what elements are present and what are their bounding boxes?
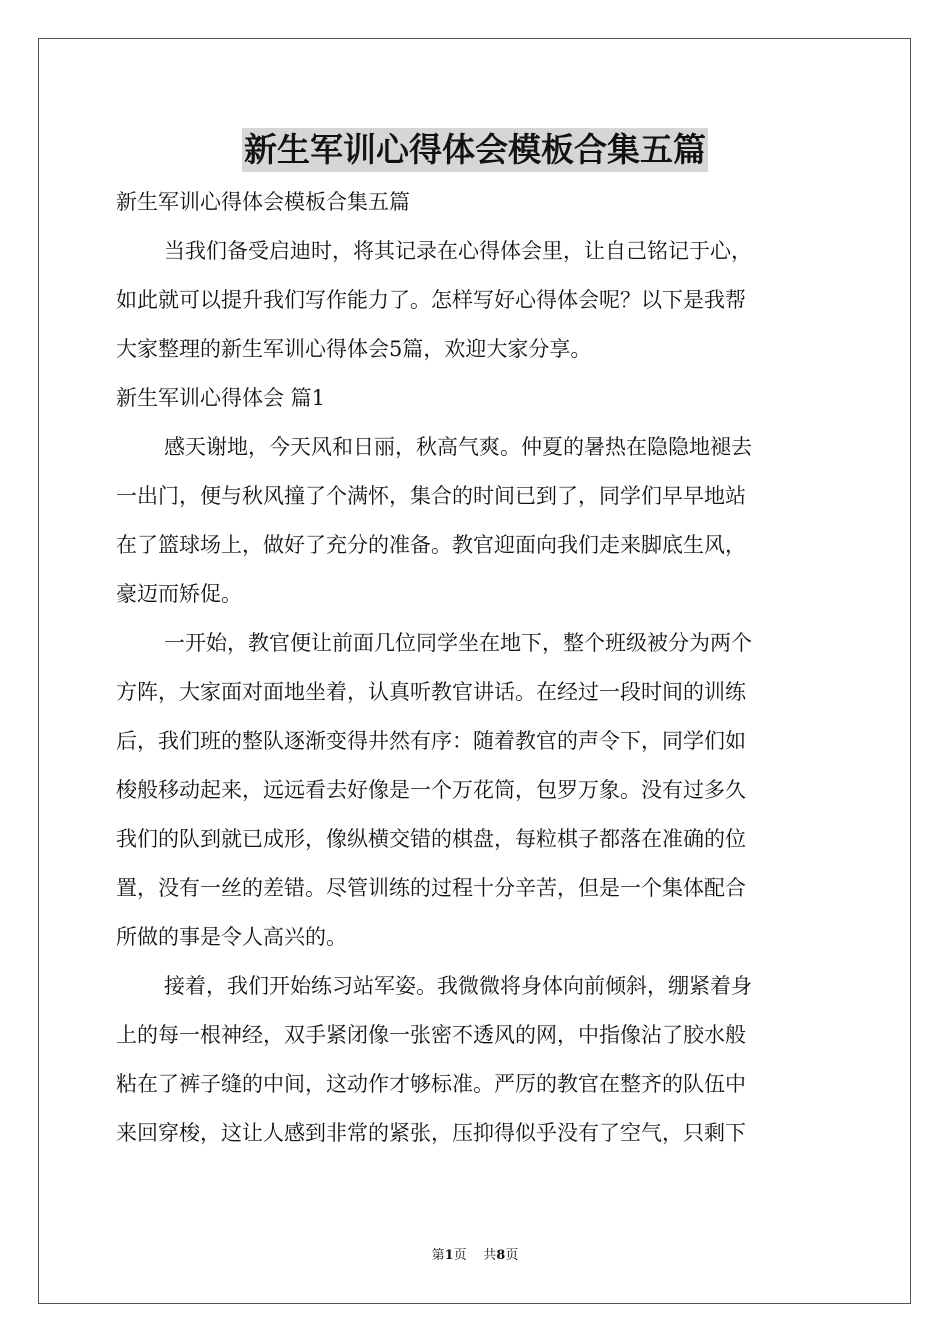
title-container bbox=[0, 128, 950, 172]
paragraph-line: 上的每一根神经，双手紧闭像一张密不透风的网，中指像沾了胶水般 bbox=[116, 1023, 746, 1047]
paragraph-line: 方阵，大家面对面地坐着，认真听教官讲话。在经过一段时间的训练 bbox=[116, 680, 746, 704]
section-heading: 新生军训心得体会 篇1 bbox=[116, 386, 326, 410]
paragraph-line: 所做的事是令人高兴的。 bbox=[116, 925, 347, 949]
page-suffix: 页 bbox=[453, 1248, 467, 1263]
paragraph-line: 来回穿梭，这让人感到非常的紧张，压抑得似乎没有了空气，只剩下 bbox=[116, 1121, 746, 1145]
paragraph-line: 置，没有一丝的差错。尽管训练的过程十分辛苦，但是一个集体配合 bbox=[116, 876, 746, 900]
total-suffix: 页 bbox=[505, 1248, 519, 1263]
paragraph-line: 在了篮球场上，做好了充分的准备。教官迎面向我们走来脚底生风， bbox=[116, 533, 746, 557]
paragraph-line: 一出门，便与秋风撞了个满怀，集合的时间已到了，同学们早早地站 bbox=[116, 484, 746, 508]
total-prefix: 共 bbox=[483, 1248, 497, 1263]
page-current: 1 bbox=[444, 1248, 454, 1263]
intro-line: 当我们备受启迪时，将其记录在心得体会里，让自己铭记于心， bbox=[164, 239, 752, 263]
paragraph-line: 感天谢地，今天风和日丽，秋高气爽。仲夏的暑热在隐隐地褪去 bbox=[164, 435, 752, 459]
page-footer bbox=[0, 1247, 950, 1265]
intro-line: 大家整理的新生军训心得体会5篇，欢迎大家分享。 bbox=[116, 337, 592, 361]
paragraph-line: 接着，我们开始练习站军姿。我微微将身体向前倾斜，绷紧着身 bbox=[164, 974, 752, 998]
total-pages: 8 bbox=[496, 1248, 506, 1263]
paragraph-line: 梭般移动起来，远远看去好像是一个万花筒，包罗万象。没有过多久 bbox=[116, 778, 746, 802]
document-title: 新生军训心得体会模板合集五篇 bbox=[242, 128, 708, 172]
intro-line: 如此就可以提升我们写作能力了。怎样写好心得体会呢？以下是我帮 bbox=[116, 288, 746, 312]
paragraph-line: 一开始，教官便让前面几位同学坐在地下，整个班级被分为两个 bbox=[164, 631, 752, 655]
paragraph-line: 豪迈而矫促。 bbox=[116, 582, 242, 606]
paragraph-line: 粘在了裤子缝的中间，这动作才够标准。严厉的教官在整齐的队伍中 bbox=[116, 1072, 746, 1096]
document-body bbox=[116, 178, 834, 1158]
subtitle-line: 新生军训心得体会模板合集五篇 bbox=[116, 190, 410, 214]
paragraph-line: 我们的队到就已成形，像纵横交错的棋盘，每粒棋子都落在准确的位 bbox=[116, 827, 746, 851]
paragraph-line: 后，我们班的整队逐渐变得井然有序：随着教官的声令下，同学们如 bbox=[116, 729, 746, 753]
page-prefix: 第 bbox=[431, 1248, 445, 1263]
